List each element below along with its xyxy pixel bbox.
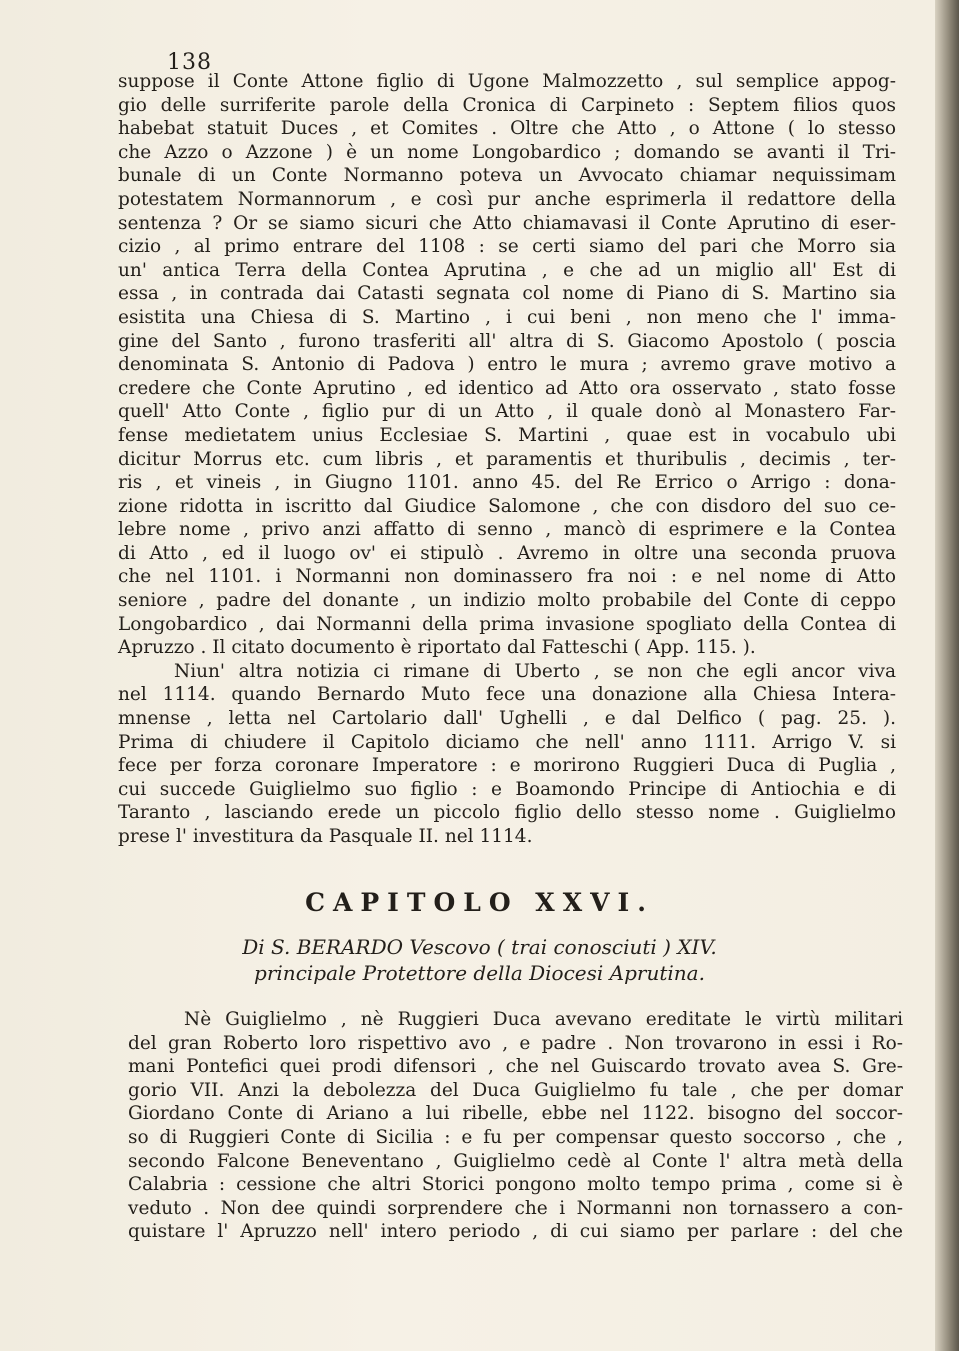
text-line: bunale di un Conte Normanno poteva un Avvocato chiamar nequissimam: [118, 165, 896, 187]
page-binding-shadow: [935, 0, 959, 1351]
text-line: ris , et vineis , in Giugno 1101. anno 45. del Re Errico o Arrigo : dona-: [118, 472, 896, 494]
text-line: cui succede Guiglielmo suo figlio : e Boamondo Principe di Antiochia e di: [118, 778, 896, 800]
text-line: Taranto , lasciando erede un piccolo figlio dello stesso nome . Guiglielmo: [118, 802, 896, 824]
text-line: Giordano Conte di Ariano a lui ribelle, ebbe nel 1122. bisogno del soccor-: [128, 1103, 903, 1125]
text-line: zione ridotta in iscritto dal Giudice Salomone , che con disdoro del suo ce-: [118, 495, 896, 517]
text-line: esistita una Chiesa di S. Martino , i cui beni , non meno che l' imma-: [118, 306, 896, 328]
text-line: dicitur Morrus etc. cum libris , et paramentis et thuribulis , decimis , ter-: [118, 448, 896, 470]
chapter-title: CAPITOLO XXVI.: [305, 888, 654, 917]
text-line: habebat statuit Duces , et Comites . Oltre che Atto , o Attone ( lo stesso: [118, 118, 896, 140]
text-line: gio delle surriferite parole della Cronica di Carpineto : Septem filios quos: [118, 94, 896, 116]
text-line: un' antica Terra della Contea Aprutina , e che ad un miglio all' Est di: [118, 259, 896, 281]
text-line: veduto . Non dee quindi sorprendere che i Normanni non tornassero a con-: [128, 1197, 903, 1219]
page-number: 138: [167, 50, 212, 75]
text-line: Apruzzo . Il citato documento è riportato dal Fatteschi ( App. 115. ).: [118, 637, 756, 659]
body-text-section-2: [128, 1008, 903, 1244]
chapter-subtitle-line-2: principale Protettore della Diocesi Aprutina.: [254, 961, 705, 985]
body-text-section-1: [118, 70, 896, 849]
text-line: che nel 1101. i Normanni non dominassero fra noi : e nel nome di Atto: [118, 566, 896, 588]
text-line: quistare l' Apruzzo nell' intero periodo , di cui siamo per parlare : del che: [128, 1221, 903, 1243]
text-line: mnense , letta nel Cartolario dall' Ughelli , e dal Delfico ( pag. 25. ).: [118, 708, 896, 730]
text-line: fece per forza coronare Imperatore : e morirono Ruggieri Duca di Puglia ,: [118, 755, 896, 777]
text-line-paragraph-start: Nè Guiglielmo , nè Ruggieri Duca avevano ereditate le virtù militari: [184, 1009, 903, 1030]
text-line-paragraph-start: Niun' altra notizia ci rimane di Uberto , se non che egli ancor viva: [174, 660, 896, 682]
text-line: seniore , padre del donante , un indizio molto probabile del Conte di ceppo: [118, 590, 896, 612]
text-line: suppose il Conte Attone figlio di Ugone Malmozzetto , sul semplice appog-: [118, 71, 896, 92]
text-line: potestatem Normannorum , e così pur anche esprimerla il redattore della: [118, 188, 896, 210]
chapter-subtitle: [0, 934, 959, 986]
text-line: prese l' investitura da Pasquale II. nel 1114.: [118, 826, 533, 847]
text-line: di Atto , ed il luogo ov' ei stipulò . Avremo in oltre una seconda pruova: [118, 542, 896, 564]
text-line: del gran Roberto loro rispettivo avo , e padre . Non trovarono in essi i Ro-: [128, 1032, 903, 1054]
text-line: credere che Conte Aprutino , ed identico ad Atto ora osservato , stato fosse: [118, 377, 896, 399]
text-line: essa , in contrada dai Catasti segnata col nome di Piano di S. Martino sia: [118, 283, 896, 305]
text-line: gorio VII. Anzi la debolezza del Duca Guiglielmo fu tale , che per domar: [128, 1079, 903, 1101]
text-line: quell' Atto Conte , figlio pur di un Atto , il quale donò al Monastero Far-: [118, 401, 896, 423]
text-line: mani Pontefici quei prodi difensori , che nel Guiscardo trovato avea S. Gre-: [128, 1056, 903, 1078]
text-line: Prima di chiudere il Capitolo diciamo che nell' anno 1111. Arrigo V. si: [118, 731, 896, 753]
text-line: Calabria : cessione che altri Storici pongono molto tempo prima , come si è: [128, 1174, 903, 1196]
chapter-subtitle-line-1: Di S. BERARDO Vescovo ( trai conosciuti ) XIV.: [242, 935, 717, 959]
text-line: denominata S. Antonio di Padova ) entro le mura ; avremo grave motivo a: [118, 354, 896, 376]
text-line: sentenza ? Or se siamo sicuri che Atto chiamavasi il Conte Aprutino di eser-: [118, 212, 896, 234]
text-line: che Azzo o Azzone ) è un nome Longobardico ; domando se avanti il Tri-: [118, 141, 896, 163]
text-line: lebre nome , privo anzi affatto di senno , mancò di esprimere e la Contea: [118, 519, 896, 541]
text-line: gine del Santo , furono trasferiti all' altra di S. Giacomo Apostolo ( poscia: [118, 330, 896, 352]
text-line: so di Ruggieri Conte di Sicilia : e fu per compensar questo soccorso , che ,: [128, 1126, 903, 1148]
text-line: secondo Falcone Beneventano , Guiglielmo cedè al Conte l' altra metà della: [128, 1150, 903, 1172]
text-line: cizio , al primo entrare del 1108 : se certi siamo del pari che Morro sia: [118, 236, 896, 258]
text-line: fense medietatem unius Ecclesiae S. Martini , quae est in vocabulo ubi: [118, 424, 896, 446]
text-line: nel 1114. quando Bernardo Muto fece una donazione alla Chiesa Intera-: [118, 684, 896, 706]
text-line: Longobardico , dai Normanni della prima invasione spogliato della Contea di: [118, 613, 896, 635]
